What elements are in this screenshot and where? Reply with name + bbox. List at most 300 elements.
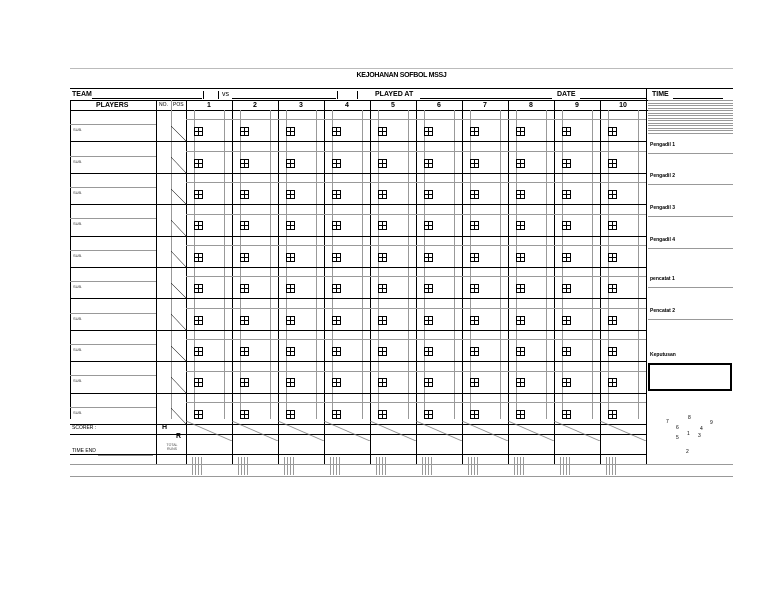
stat-tick [514, 457, 515, 475]
stat-tick [520, 457, 521, 475]
cell-line [186, 182, 232, 183]
at-bat-box[interactable] [378, 127, 387, 136]
position-number-7: 7 [666, 419, 669, 425]
at-bat-box[interactable] [286, 410, 295, 419]
at-bat-box[interactable] [194, 221, 203, 230]
cell-line [186, 371, 232, 372]
played-at-field[interactable] [420, 98, 552, 99]
pos-diagonal [171, 189, 186, 205]
player-sub-line [70, 156, 156, 157]
at-bat-box[interactable] [240, 221, 249, 230]
at-bat-box[interactable] [194, 284, 203, 293]
inning-header-1: 1 [207, 102, 211, 109]
official-label-3: Pengadil 4 [650, 237, 676, 243]
at-bat-box[interactable] [194, 253, 203, 262]
cell-line [186, 308, 232, 309]
inning-col-line [554, 100, 555, 464]
official-field[interactable] [648, 248, 733, 249]
cell-line [416, 119, 462, 120]
cell-line [462, 214, 508, 215]
total-diagonal [278, 421, 324, 441]
cell-sub-line [638, 110, 639, 419]
at-bat-box[interactable] [424, 221, 433, 230]
at-bat-box[interactable] [516, 159, 525, 168]
cell-sub-line [286, 110, 287, 419]
at-bat-box[interactable] [194, 316, 203, 325]
at-bat-box[interactable] [516, 410, 525, 419]
at-bat-box[interactable] [240, 127, 249, 136]
at-bat-box[interactable] [286, 378, 295, 387]
panel-line [648, 120, 733, 121]
cell-line [508, 371, 554, 372]
at-bat-box[interactable] [194, 190, 203, 199]
vs-label: vs [222, 91, 229, 98]
at-bat-box[interactable] [608, 284, 617, 293]
stat-tick [195, 457, 196, 475]
divider [203, 91, 204, 99]
stat-tick [385, 457, 386, 475]
cell-line [416, 402, 462, 403]
at-bat-box[interactable] [378, 159, 387, 168]
stat-tick [606, 457, 607, 475]
at-bat-box[interactable] [562, 253, 571, 262]
inning-col-line [462, 100, 463, 464]
panel-line [648, 100, 733, 101]
at-bat-box[interactable] [194, 378, 203, 387]
at-bat-box[interactable] [240, 159, 249, 168]
cell-line [508, 119, 554, 120]
at-bat-box[interactable] [608, 159, 617, 168]
cell-line [600, 308, 646, 309]
at-bat-box[interactable] [332, 316, 341, 325]
cell-line [278, 119, 324, 120]
at-bat-box[interactable] [332, 190, 341, 199]
at-bat-box[interactable] [378, 253, 387, 262]
cell-line [554, 276, 600, 277]
cell-line [370, 245, 416, 246]
at-bat-box[interactable] [286, 127, 295, 136]
sub-label: SUB. [73, 127, 83, 133]
pos-diagonal [171, 314, 186, 330]
at-bat-box[interactable] [286, 253, 295, 262]
player-sub-line [70, 124, 156, 125]
at-bat-box[interactable] [470, 410, 479, 419]
cell-sub-line [240, 110, 241, 419]
at-bat-box[interactable] [194, 410, 203, 419]
at-bat-box[interactable] [378, 284, 387, 293]
at-bat-box[interactable] [562, 410, 571, 419]
at-bat-box[interactable] [240, 378, 249, 387]
cell-line [232, 214, 278, 215]
at-bat-box[interactable] [470, 316, 479, 325]
pos-diagonal [171, 283, 186, 299]
at-bat-box[interactable] [240, 347, 249, 356]
stat-tick [201, 457, 202, 475]
opponent-field[interactable] [232, 98, 336, 99]
cell-line [278, 371, 324, 372]
total-runs-label: TOTAL RUNS [166, 443, 178, 451]
at-bat-box[interactable] [562, 284, 571, 293]
at-bat-box[interactable] [332, 159, 341, 168]
sub-label: SUB. [73, 378, 83, 384]
cell-line [232, 245, 278, 246]
inning-col-line [278, 100, 279, 464]
cell-line [278, 182, 324, 183]
at-bat-box[interactable] [332, 253, 341, 262]
at-bat-box[interactable] [424, 284, 433, 293]
official-label-5: Pencatat 2 [650, 308, 676, 314]
pos-header: POS [173, 102, 184, 108]
at-bat-box[interactable] [562, 159, 571, 168]
cell-line [370, 151, 416, 152]
at-bat-box[interactable] [194, 347, 203, 356]
player-sub-line [70, 218, 156, 219]
inning-header-8: 8 [529, 102, 533, 109]
cell-sub-line [270, 110, 271, 419]
at-bat-box[interactable] [378, 190, 387, 199]
at-bat-box[interactable] [516, 190, 525, 199]
at-bat-box[interactable] [608, 347, 617, 356]
cell-line [370, 119, 416, 120]
at-bat-box[interactable] [286, 316, 295, 325]
at-bat-box[interactable] [286, 190, 295, 199]
at-bat-box[interactable] [378, 316, 387, 325]
cell-line [508, 151, 554, 152]
stat-tick [517, 457, 518, 475]
at-bat-box[interactable] [332, 127, 341, 136]
cell-sub-line [424, 110, 425, 419]
at-bat-box[interactable] [286, 221, 295, 230]
cell-line [278, 276, 324, 277]
cell-line [278, 151, 324, 152]
cell-sub-line [608, 110, 609, 419]
at-bat-box[interactable] [240, 253, 249, 262]
at-bat-box[interactable] [332, 410, 341, 419]
cell-line [186, 276, 232, 277]
at-bat-box[interactable] [608, 127, 617, 136]
stat-tick [471, 457, 472, 475]
at-bat-box[interactable] [194, 127, 203, 136]
stat-tick [376, 457, 377, 475]
stat-tick [609, 457, 610, 475]
total-diagonal [600, 421, 646, 441]
inning-col-line [232, 100, 233, 464]
time-end-field[interactable] [98, 455, 153, 456]
stat-tick [339, 457, 340, 475]
stat-tick [336, 457, 337, 475]
footer-line [70, 454, 646, 455]
stat-tick [290, 457, 291, 475]
sheet-title: KEJOHANAN SOFBOL MSSJ [356, 72, 447, 79]
date-field[interactable] [580, 98, 646, 99]
at-bat-box[interactable] [378, 221, 387, 230]
position-number-2: 2 [686, 449, 689, 455]
inning-col-line [600, 100, 601, 464]
at-bat-box[interactable] [286, 284, 295, 293]
cell-line [186, 402, 232, 403]
cell-line [508, 339, 554, 340]
at-bat-box[interactable] [424, 347, 433, 356]
cell-line [462, 339, 508, 340]
player-sub-line [70, 250, 156, 251]
official-field[interactable] [648, 184, 733, 185]
divider [357, 91, 358, 99]
cell-sub-line [562, 110, 563, 419]
sub-label: SUB. [73, 284, 83, 290]
at-bat-box[interactable] [240, 410, 249, 419]
at-bat-box[interactable] [470, 127, 479, 136]
cell-line [462, 151, 508, 152]
at-bat-box[interactable] [562, 347, 571, 356]
cell-line [416, 245, 462, 246]
cell-line [232, 402, 278, 403]
cell-sub-line [546, 110, 547, 419]
total-diagonal [232, 421, 278, 441]
cell-line [554, 214, 600, 215]
cell-line [278, 339, 324, 340]
at-bat-box[interactable] [424, 159, 433, 168]
cell-line [370, 371, 416, 372]
official-label-4: pencatat 1 [650, 276, 675, 282]
at-bat-box[interactable] [240, 316, 249, 325]
at-bat-box[interactable] [424, 316, 433, 325]
at-bat-box[interactable] [240, 190, 249, 199]
at-bat-box[interactable] [378, 410, 387, 419]
panel-line [648, 108, 733, 109]
at-bat-box[interactable] [424, 127, 433, 136]
cell-line [600, 276, 646, 277]
stat-tick [615, 457, 616, 475]
cell-sub-line [332, 110, 333, 419]
pos-diagonal [171, 408, 186, 424]
stat-tick [192, 457, 193, 475]
cell-line [508, 402, 554, 403]
inning-col-line [370, 100, 371, 464]
position-number-4: 4 [700, 426, 703, 432]
at-bat-box[interactable] [516, 347, 525, 356]
at-bat-box[interactable] [286, 347, 295, 356]
cell-line [462, 308, 508, 309]
cell-sub-line [316, 110, 317, 419]
row-line [70, 204, 646, 205]
at-bat-box[interactable] [608, 410, 617, 419]
official-field[interactable] [648, 153, 733, 154]
cell-line [232, 276, 278, 277]
player-sub-line [70, 281, 156, 282]
cell-line [600, 119, 646, 120]
cell-line [324, 339, 370, 340]
stat-tick [198, 457, 199, 475]
stat-tick [569, 457, 570, 475]
at-bat-box[interactable] [562, 316, 571, 325]
total-diagonal [324, 421, 370, 441]
stat-tick [238, 457, 239, 475]
at-bat-box[interactable] [470, 190, 479, 199]
at-bat-box[interactable] [332, 284, 341, 293]
inning-header-7: 7 [483, 102, 487, 109]
pos-diagonal [171, 346, 186, 362]
cell-line [508, 245, 554, 246]
at-bat-box[interactable] [562, 221, 571, 230]
grid-right-border [646, 88, 647, 464]
divider [218, 91, 219, 99]
at-bat-box[interactable] [240, 284, 249, 293]
stat-tick [241, 457, 242, 475]
inning-header-10: 10 [619, 102, 627, 109]
stat-tick [244, 457, 245, 475]
pos-diagonal [171, 220, 186, 236]
no-header: NO. [159, 102, 168, 108]
cell-line [600, 339, 646, 340]
cell-line [232, 339, 278, 340]
at-bat-box[interactable] [424, 190, 433, 199]
cell-line [186, 119, 232, 120]
panel-line [648, 123, 733, 124]
result-box[interactable] [648, 363, 732, 391]
player-sub-line [70, 313, 156, 314]
at-bat-box[interactable] [562, 127, 571, 136]
total-diagonal [462, 421, 508, 441]
official-field[interactable] [648, 287, 733, 288]
at-bat-box[interactable] [516, 127, 525, 136]
cell-line [554, 402, 600, 403]
at-bat-box[interactable] [332, 221, 341, 230]
stat-tick [284, 457, 285, 475]
cell-line [554, 371, 600, 372]
at-bat-box[interactable] [424, 378, 433, 387]
stat-tick [428, 457, 429, 475]
official-label-2: Pengadil 3 [650, 205, 676, 211]
stat-tick [287, 457, 288, 475]
official-field[interactable] [648, 216, 733, 217]
official-field[interactable] [648, 319, 733, 320]
score-sheet [70, 68, 733, 477]
at-bat-box[interactable] [378, 378, 387, 387]
at-bat-box[interactable] [562, 190, 571, 199]
sub-label: SUB. [73, 221, 83, 227]
cell-line [278, 308, 324, 309]
at-bat-box[interactable] [608, 316, 617, 325]
stat-tick [379, 457, 380, 475]
at-bat-box[interactable] [470, 221, 479, 230]
panel-line [648, 103, 733, 104]
cell-line [600, 371, 646, 372]
at-bat-box[interactable] [470, 253, 479, 262]
panel-line [648, 125, 733, 126]
stat-tick [330, 457, 331, 475]
cell-line [554, 339, 600, 340]
time-field[interactable] [673, 98, 723, 99]
at-bat-box[interactable] [378, 347, 387, 356]
at-bat-box[interactable] [516, 253, 525, 262]
cell-line [370, 308, 416, 309]
grid-left-border [70, 100, 71, 419]
h-label: H [162, 424, 168, 431]
stat-tick [477, 457, 478, 475]
cell-line [554, 151, 600, 152]
pos-diagonal [171, 251, 186, 267]
player-sub-line [70, 187, 156, 188]
at-bat-box[interactable] [286, 159, 295, 168]
sub-label: SUB. [73, 190, 83, 196]
cell-line [186, 151, 232, 152]
scorer-label: SCORER : [72, 425, 97, 431]
inning-header-4: 4 [345, 102, 349, 109]
at-bat-box[interactable] [608, 253, 617, 262]
row-line [70, 267, 646, 268]
team-field[interactable] [92, 98, 202, 99]
cell-line [508, 308, 554, 309]
cell-line [324, 371, 370, 372]
players-header: PLAYERS [96, 102, 129, 109]
cell-line [324, 182, 370, 183]
at-bat-box[interactable] [470, 284, 479, 293]
at-bat-box[interactable] [608, 190, 617, 199]
panel-line [648, 128, 733, 129]
at-bat-box[interactable] [470, 378, 479, 387]
cell-line [416, 151, 462, 152]
total-diagonal [508, 421, 554, 441]
at-bat-box[interactable] [424, 410, 433, 419]
stat-tick [333, 457, 334, 475]
cell-line [554, 308, 600, 309]
at-bat-box[interactable] [424, 253, 433, 262]
cell-sub-line [592, 110, 593, 419]
bottom-line [70, 476, 733, 477]
at-bat-box[interactable] [470, 159, 479, 168]
sub-label: SUB. [73, 409, 83, 415]
cell-sub-line [470, 110, 471, 419]
at-bat-box[interactable] [562, 378, 571, 387]
at-bat-box[interactable] [332, 347, 341, 356]
total-diagonal [554, 421, 600, 441]
cell-line [508, 276, 554, 277]
cell-line [462, 182, 508, 183]
at-bat-box[interactable] [332, 378, 341, 387]
cell-line [462, 119, 508, 120]
stat-tick [523, 457, 524, 475]
cell-sub-line [516, 110, 517, 419]
at-bat-box[interactable] [516, 316, 525, 325]
at-bat-box[interactable] [194, 159, 203, 168]
cell-line [324, 245, 370, 246]
cell-line [416, 308, 462, 309]
cell-line [600, 151, 646, 152]
stat-tick [563, 457, 564, 475]
at-bat-box[interactable] [608, 378, 617, 387]
panel-line [648, 130, 733, 131]
at-bat-box[interactable] [516, 284, 525, 293]
at-bat-box[interactable] [516, 378, 525, 387]
panel-line [648, 113, 733, 114]
cell-sub-line [362, 110, 363, 419]
pos-diagonal [171, 126, 186, 142]
r-label: R [176, 433, 182, 440]
cell-sub-line [378, 110, 379, 419]
at-bat-box[interactable] [470, 347, 479, 356]
at-bat-box[interactable] [608, 221, 617, 230]
pos-diagonal [171, 157, 186, 173]
row-line [70, 393, 646, 394]
cell-line [324, 151, 370, 152]
sub-label: SUB. [73, 158, 83, 164]
at-bat-box[interactable] [516, 221, 525, 230]
inning-header-3: 3 [299, 102, 303, 109]
panel-line [648, 110, 733, 111]
stat-tick [468, 457, 469, 475]
panel-line [648, 105, 733, 106]
stat-tick [382, 457, 383, 475]
